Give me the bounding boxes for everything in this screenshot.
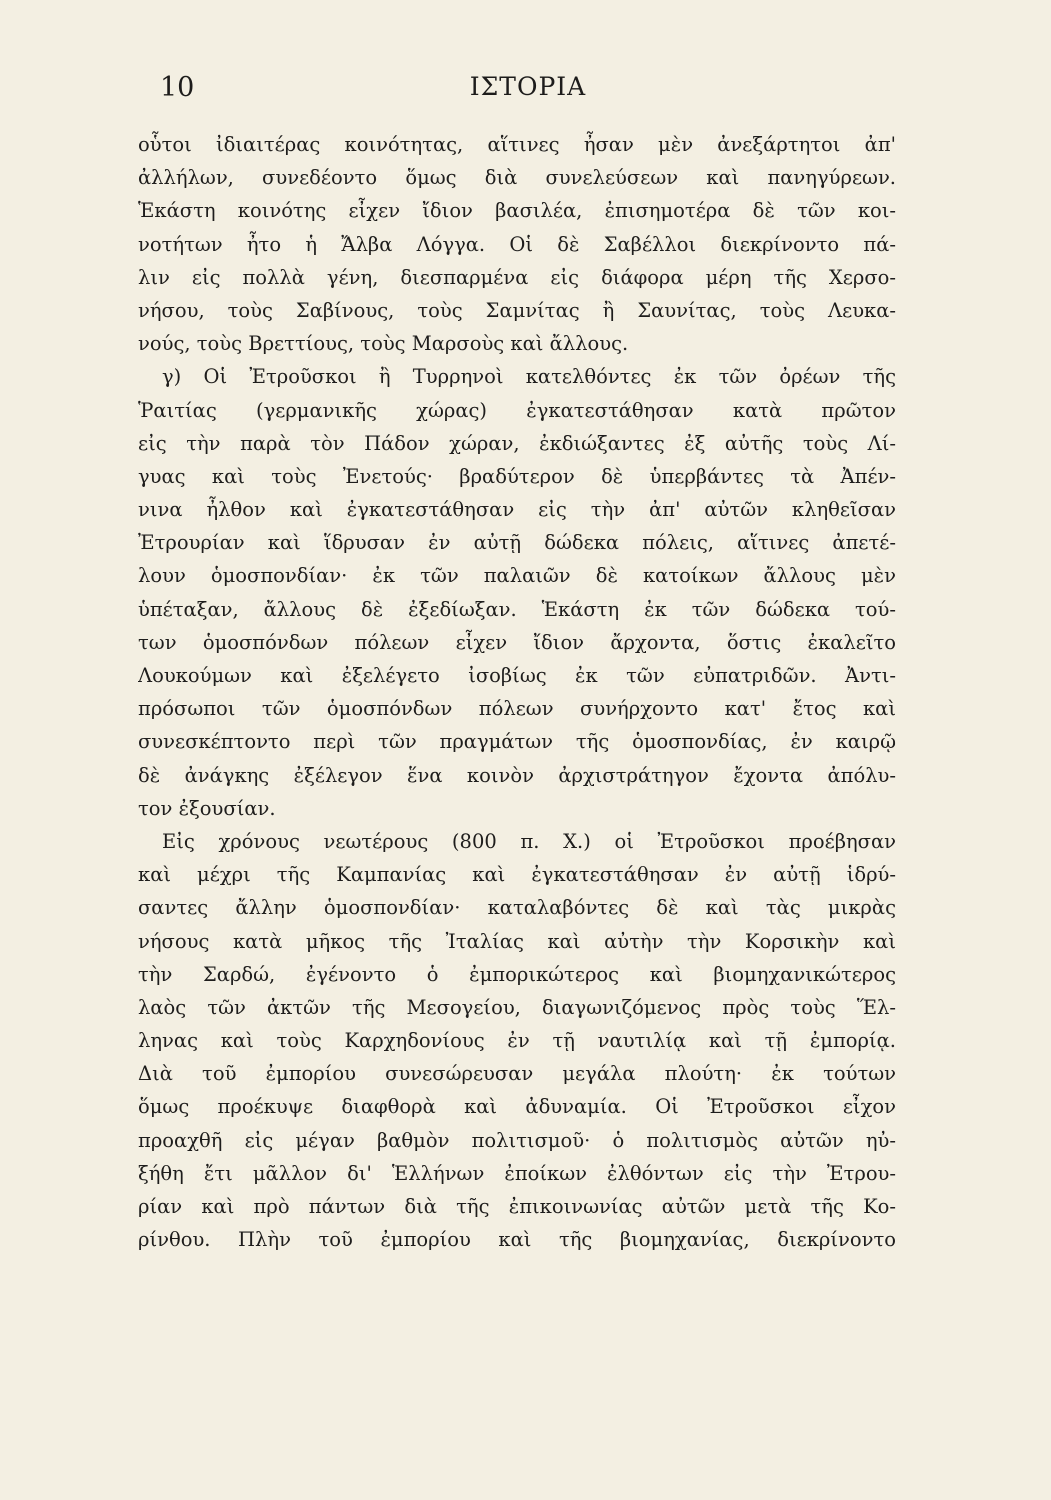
text-line: συνεσκέπτοντο περὶ τῶν πραγμάτων τῆς ὁμοσπονδίας, ἐν καιρῷ <box>138 730 896 754</box>
text-line: πρόσωποι τῶν ὁμοσπόνδων πόλεων συνήρχοντο κατ' ἔτος καὶ <box>138 697 896 721</box>
text-line: γ) Οἱ Ἐτροῦσκοι ἢ Τυρρηνοὶ κατελθόντες ἐκ τῶν ὀρέων τῆς <box>162 365 896 389</box>
text-line: Ἑκάστη κοινότης εἶχεν ἴδιον βασιλέα, ἐπισημοτέρα δὲ τῶν κοι- <box>138 199 896 223</box>
page-number: 10 <box>160 72 195 103</box>
text-line: εἰς τὴν παρὰ τὸν Πάδον χώραν, ἐκδιώξαντες ἐξ αὐτῆς τοὺς Λί- <box>138 431 896 455</box>
paragraph-2 <box>138 360 896 825</box>
text-line: νήσου, τοὺς Σαβίνους, τοὺς Σαμνίτας ἢ Σαυνίτας, τοὺς Λευκα- <box>138 298 896 322</box>
text-line: προαχθῆ εἰς μέγαν βαθμὸν πολιτισμοῦ· ὁ πολιτισμὸς αὐτῶν ηὐ- <box>138 1128 896 1152</box>
text-line: καὶ μέχρι τῆς Καμπανίας καὶ ἐγκατεστάθησαν ἐν αὐτῇ ἱδρύ- <box>138 863 896 887</box>
text-line: ρίνθου. Πλὴν τοῦ ἐμπορίου καὶ τῆς βιομηχανίας, διεκρίνοντο <box>138 1228 896 1252</box>
text-line: λιν εἰς πολλὰ γένη, διεσπαρμένα εἰς διάφορα μέρη τῆς Χερσο- <box>138 265 896 289</box>
paragraph-3 <box>138 825 896 1256</box>
text-line: νούς, τοὺς Βρεττίους, τοὺς Μαρσοὺς καὶ ἄλλους. <box>138 332 629 356</box>
text-line: ὑπέταξαν, ἄλλους δὲ ἐξεδίωξαν. Ἑκάστη ἐκ τῶν δώδεκα τού- <box>138 597 896 621</box>
running-head <box>160 72 896 112</box>
running-title: ΙΣΤΟΡΙΑ <box>469 72 587 101</box>
text-line: γυας καὶ τοὺς Ἐνετούς· βραδύτερον δὲ ὑπερβάντες τὰ Ἀπέν- <box>138 464 896 488</box>
text-line: ὅμως προέκυψε διαφθορὰ καὶ ἀδυναμία. Οἱ Ἐτροῦσκοι εἶχον <box>138 1095 896 1119</box>
text-line: Ῥαιτίας (γερμανικῆς χώρας) ἐγκατεστάθησαν κατὰ πρῶτον <box>138 398 896 422</box>
text-line: ξήθη ἔτι μᾶλλον δι' Ἑλλήνων ἐποίκων ἐλθόντων εἰς τὴν Ἐτρου- <box>138 1161 896 1185</box>
text-line: ληνας καὶ τοὺς Καρχηδονίους ἐν τῇ ναυτιλίᾳ καὶ τῇ ἐμπορίᾳ. <box>138 1029 896 1053</box>
text-line: Εἰς χρόνους νεωτέρους (800 π. Χ.) οἱ Ἐτροῦσκοι προέβησαν <box>162 829 896 853</box>
text-line: νινα ἦλθον καὶ ἐγκατεστάθησαν εἰς τὴν ἀπ' αὐτῶν κληθεῖσαν <box>138 498 896 522</box>
text-line: των ὁμοσπόνδων πόλεων εἶχεν ἴδιον ἄρχοντα, ὅστις ἐκαλεῖτο <box>138 630 896 654</box>
text-line: τὴν Σαρδώ, ἐγένοντο ὁ ἐμπορικώτερος καὶ βιομηχανικώτερος <box>138 962 896 986</box>
text-line: νοτήτων ἦτο ἡ Ἄλβα Λόγγα. Οἱ δὲ Σαβέλλοι διεκρίνοντο πά- <box>138 232 896 256</box>
paragraph-1 <box>138 128 896 360</box>
text-line: σαντες ἄλλην ὁμοσπονδίαν· καταλαβόντες δὲ καὶ τὰς μικρὰς <box>138 896 896 920</box>
text-line: νήσους κατὰ μῆκος τῆς Ἰταλίας καὶ αὐτὴν τὴν Κορσικὴν καὶ <box>138 929 896 953</box>
text-line: Ἐτρουρίαν καὶ ἵδρυσαν ἐν αὐτῇ δώδεκα πόλεις, αἵτινες ἀπετέ- <box>138 531 896 555</box>
text-line: Διὰ τοῦ ἐμπορίου συνεσώρευσαν μεγάλα πλούτη· ἐκ τούτων <box>138 1062 896 1086</box>
text-line: τον ἐξουσίαν. <box>138 796 276 820</box>
text-line: ρίαν καὶ πρὸ πάντων διὰ τῆς ἐπικοινωνίας αὐτῶν μετὰ τῆς Κο- <box>138 1195 896 1218</box>
text-line: δὲ ἀνάγκης ἐξέλεγον ἕνα κοινὸν ἀρχιστράτηγον ἔχοντα ἀπόλυ- <box>138 763 896 787</box>
text-line: ἀλλήλων, συνεδέοντο ὅμως διὰ συνελεύσεων καὶ πανηγύρεων. <box>138 166 896 190</box>
text-line: οὗτοι ἰδιαιτέρας κοινότητας, αἵτινες ἦσαν μὲν ἀνεξάρτητοι ἀπ' <box>138 133 896 156</box>
text-line: λαὸς τῶν ἀκτῶν τῆς Μεσογείου, διαγωνιζόμενος πρὸς τοὺς Ἕλ- <box>138 995 896 1019</box>
text-line: λουν ὁμοσπονδίαν· ἐκ τῶν παλαιῶν δὲ κατοίκων ἄλλους μὲν <box>138 564 896 588</box>
body-text <box>138 128 896 1256</box>
text-line: Λουκούμων καὶ ἐξελέγετο ἰσοβίως ἐκ τῶν εὐπατριδῶν. Ἀντι- <box>138 664 896 687</box>
